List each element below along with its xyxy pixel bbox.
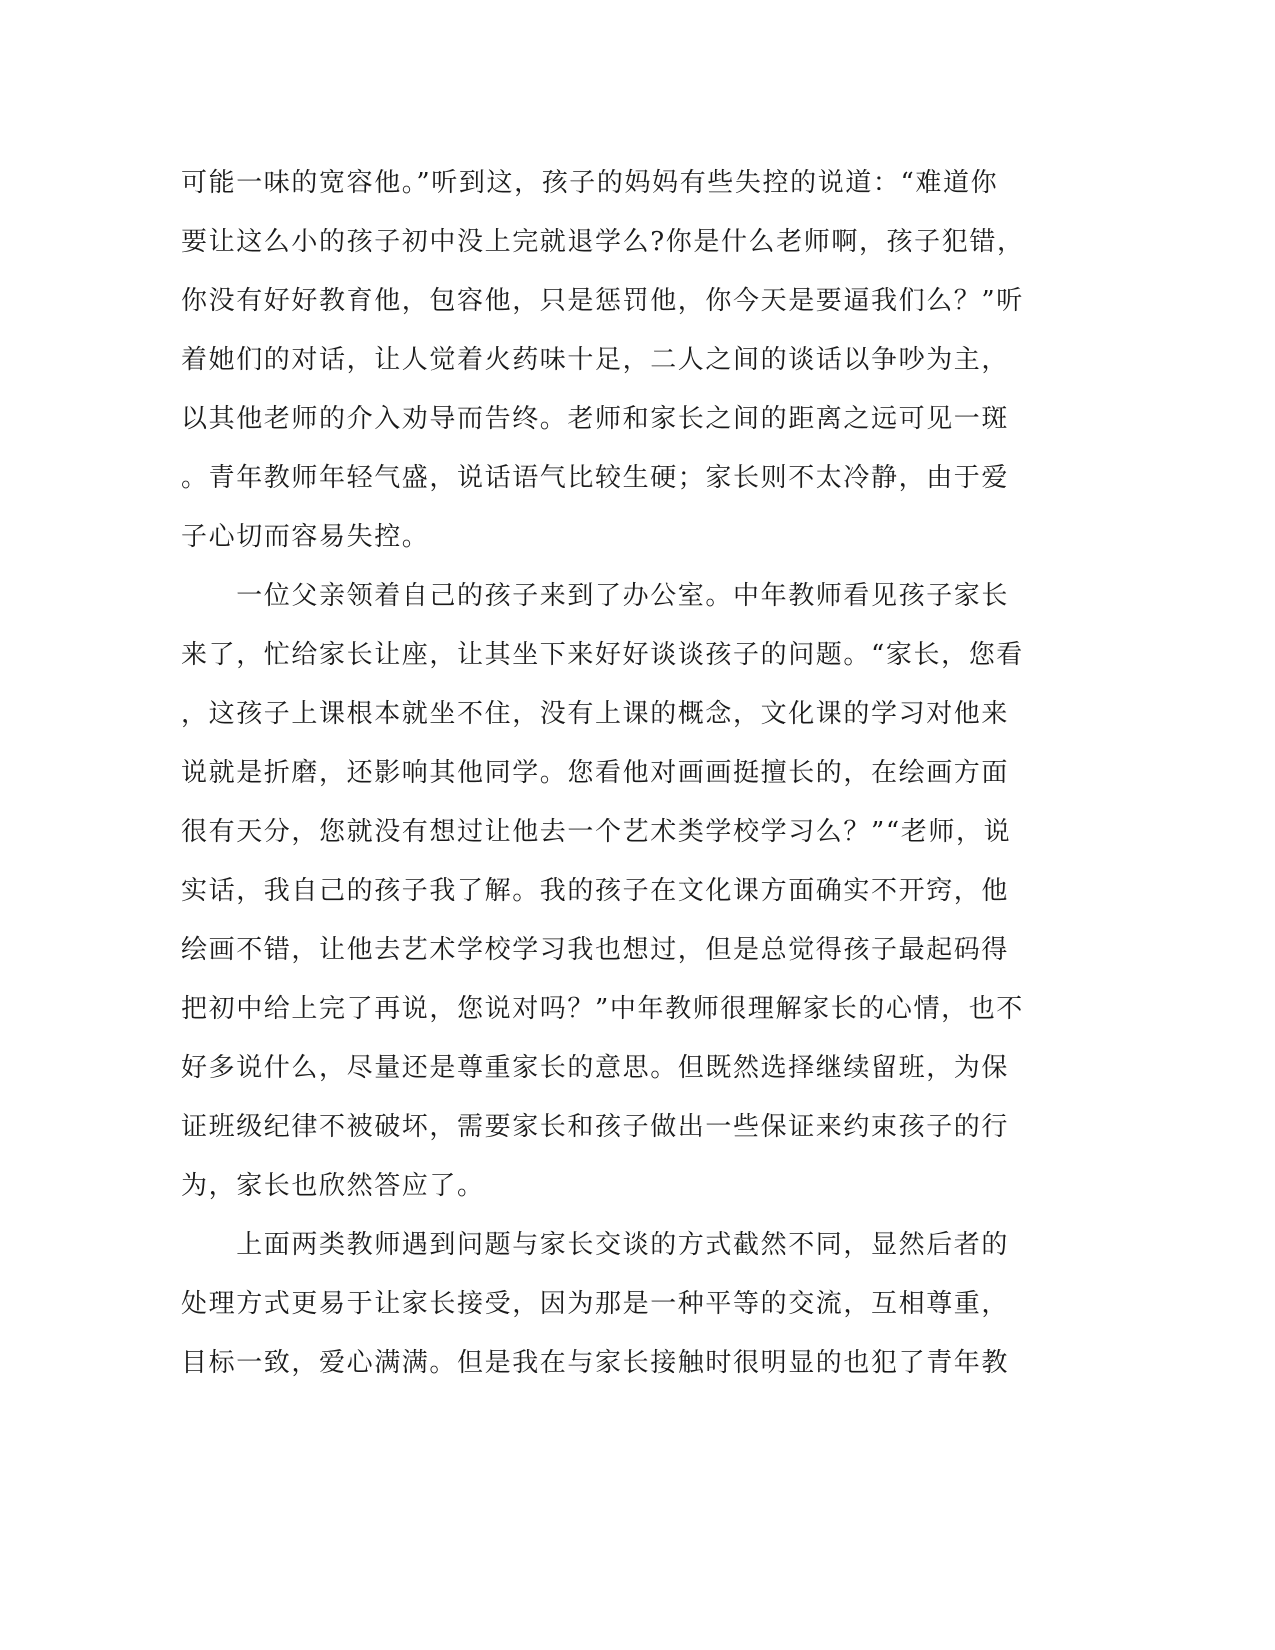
text-line: 很有天分，您就没有想过让他去一个艺术类学校学习么？”“老师，说 xyxy=(181,817,1012,847)
text-line: 要让这么小的孩子初中没上完就退学么?你是什么老师啊，孩子犯错， xyxy=(181,227,1025,257)
text-line: 着她们的对话，让人觉着火药味十足，二人之间的谈话以争吵为主， xyxy=(181,345,1010,375)
text-line: 可能一味的宽容他。”听到这，孩子的妈妈有些失控的说道：“难道你 xyxy=(181,168,999,198)
text-line: 把初中给上完了再说，您说对吗？”中年教师很理解家长的心情，也不 xyxy=(181,994,1024,1024)
text-line: 实话，我自己的孩子我了解。我的孩子在文化课方面确实不开窍，他 xyxy=(181,876,1010,906)
text-line: 证班级纪律不被破坏，需要家长和孩子做出一些保证来约束孩子的行 xyxy=(181,1112,1010,1142)
text-line: 目标一致，爱心满满。但是我在与家长接触时很明显的也犯了青年教 xyxy=(181,1348,1010,1378)
text-line: ，这孩子上课根本就坐不住，没有上课的概念，文化课的学习对他来 xyxy=(181,699,1010,729)
text-line: 处理方式更易于让家长接受，因为那是一种平等的交流，互相尊重， xyxy=(181,1289,1010,1319)
text-line: 一位父亲领着自己的孩子来到了办公室。中年教师看见孩子家长 xyxy=(181,581,1010,611)
text-line: 为，家长也欣然答应了。 xyxy=(181,1171,485,1201)
text-line: 好多说什么，尽量还是尊重家长的意思。但既然选择继续留班，为保 xyxy=(181,1053,1010,1083)
body-text xyxy=(181,154,1041,1393)
text-line: 说就是折磨，还影响其他同学。您看他对画画挺擅长的，在绘画方面 xyxy=(181,758,1010,788)
text-line: 。青年教师年轻气盛，说话语气比较生硬；家长则不太冷静，由于爱 xyxy=(181,463,1010,493)
text-line: 上面两类教师遇到问题与家长交谈的方式截然不同，显然后者的 xyxy=(181,1230,1010,1260)
text-line: 以其他老师的介入劝导而告终。老师和家长之间的距离之远可见一斑 xyxy=(181,404,1010,434)
text-line: 子心切而容易失控。 xyxy=(181,522,430,552)
text-line: 来了，忙给家长让座，让其坐下来好好谈谈孩子的问题。“家长，您看 xyxy=(181,640,1024,670)
text-line: 你没有好好教育他，包容他，只是惩罚他，你今天是要逼我们么？”听 xyxy=(181,286,1024,316)
text-line: 绘画不错，让他去艺术学校学习我也想过，但是总觉得孩子最起码得 xyxy=(181,935,1010,965)
